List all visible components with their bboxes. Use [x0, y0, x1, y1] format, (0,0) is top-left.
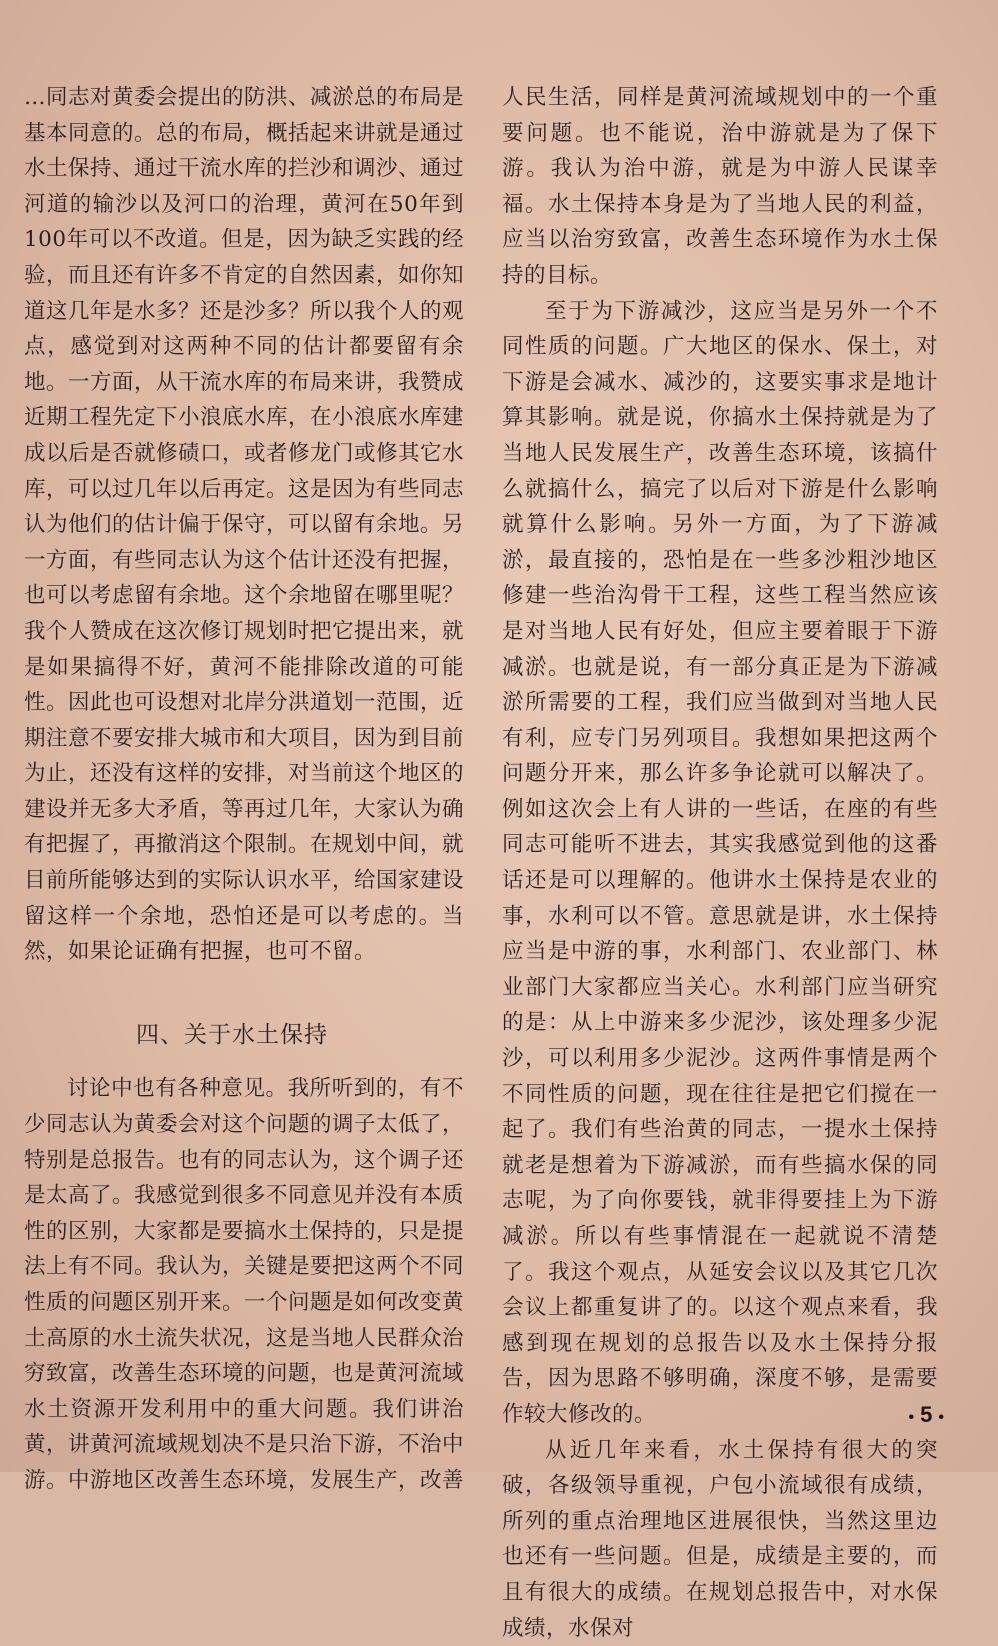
page-footer: [903, 1402, 950, 1428]
right-column: [502, 80, 938, 1646]
right-paragraph-2: 至于为下游减沙，这应当是另外一个不同性质的问题。广大地区的保水、保土，对下游是会减水、减沙的，这要实事求是地计算其影响。就是说，你搞水土保持就是为了当地人民发展生产，改善生态环境，该搞什么就搞什么，搞完了以后对下游是什么影响就算什么影响。另外一方面，为了下游减淤，最直接的，恐怕是在一些多沙粗沙地区修建一些治沟骨干工程，这些工程当然应该是对当地人民有好处，但应主要着眼于下游减淤。也就是说，有一部分真正是为下游减淤所需要的工程，我们应当做到对当地人民有利，应专门另列项目。我想如果把这两个问题分开来，那么许多争论就可以解决了。例如这次会上有人讲的一些话，在座的有些同志可能听不进去，其实我感觉到他的这番话还是可以理解的。他讲水土保持是农业的事，水利可以不管。意思就是讲，水土保持应当是中游的事，水利部门、农业部门、林业部门大家都应当关心。水利部门应当研究的是：从上中游来多少泥沙，该处理多少泥沙，可以利用多少泥沙。这两件事情是两个不同性质的问题，现在往往是把它们搅在一起了。我们有些治黄的同志，一提水土保持就老是想着为下游减淤，而有些搞水保的同志呢，为了向你要钱，就非得要挂上为下游减淤。所以有些事情混在一起就说不清楚了。我这个观点，从延安会议以及其它几次会议上都重复讲了的。以这个观点来看，我感到现在规划的总报告以及水土保持分报告，因为思路不够明确，深度不够，是需要作较大修改的。: [502, 298, 938, 1427]
right-paragraph-3: 从近几年来看，水土保持有很大的突破，各级领导重视，户包小流域很有成绩，所列的重点治理地区进展很快，当然这里边也还有一些问题。但是，成绩是主要的，而且有很大的成绩。在规划总报告中，对水保成绩，水保对: [502, 1437, 938, 1641]
section-heading: 四、关于水土保持: [136, 1021, 328, 1048]
left-column: [24, 80, 464, 1499]
right-paragraph-1: 人民生活，同样是黄河流域规划中的一个重要问题。也不能说，治中游就是为了保下游。我认为治中游，就是为中游人民谋幸福。水土保持本身是为了当地人民的利益，应当以治穷致富，改善生态环境作为水土保持的目标。: [502, 85, 938, 288]
footer-dot-left: •: [908, 1409, 915, 1426]
left-paragraph-1: …同志对黄委会提出的防洪、减淤总的布局是基本同意的。总的布局，概括起来讲就是通过水土保持、通过干流水库的拦沙和调沙、通过河道的输沙以及河口的治理，黄河在50年到100年可以不改道。但是，因为缺乏实践的经验，而且还有许多不肯定的自然因素，如你知道这几年是水多？还是沙多？所以我个人的观点，感觉到对这两种不同的估计都要留有余地。一方面，从干流水库的布局来讲，我赞成近期工程先定下小浪底水库，在小浪底水库建成以后是否就修碛口，或者修龙门或修其它水库，可以过几年以后再定。这是因为有些同志认为他们的估计偏于保守，可以留有余地。另一方面，有些同志认为这个估计还没有把握，也可以考虑留有余地。这个余地留在哪里呢？我个人赞成在这次修订规划时把它提出来，就是如果搞得不好，黄河不能排除改道的可能性。因此也可设想对北岸分洪道划一范围，近期注意不要安排大城市和大项目，因为到目前为止，还没有这样的安排，对当前这个地区的建设并无多大矛盾，等再过几年，大家认为确有把握了，再撤消这个限制。在规划中间，就目前所能够达到的实际认识水平，给国家建设留这样一个余地，恐怕还是可以考虑的。当然，如果论证确有把握，也可不留。: [24, 85, 465, 965]
footer-dot-right: •: [938, 1409, 944, 1426]
page-number: 5: [920, 1402, 933, 1427]
left-paragraph-2: 讨论中也有各种意见。我所听到的，有不少同志认为黄委会对这个问题的调子太低了，特别是总报告。也有的同志认为，这个调子还是太高了。我感觉到很多不同意见并没有本质性的区别，大家都是要搞水土保持的，只是提法上有不同。我认为，关键是要把这两个不同性质的问题区别开来。一个问题是如何改变黄土高原的水土流失状况，这是当地人民群众治穷致富，改善生态环境的问题，也是黄河流域水土资源开发利用中的重大问题。我们讲治黄，讲黄河流域规划决不是只治下游，不治中游。中游地区改善生态环境，发展生产，改善: [24, 1076, 465, 1493]
